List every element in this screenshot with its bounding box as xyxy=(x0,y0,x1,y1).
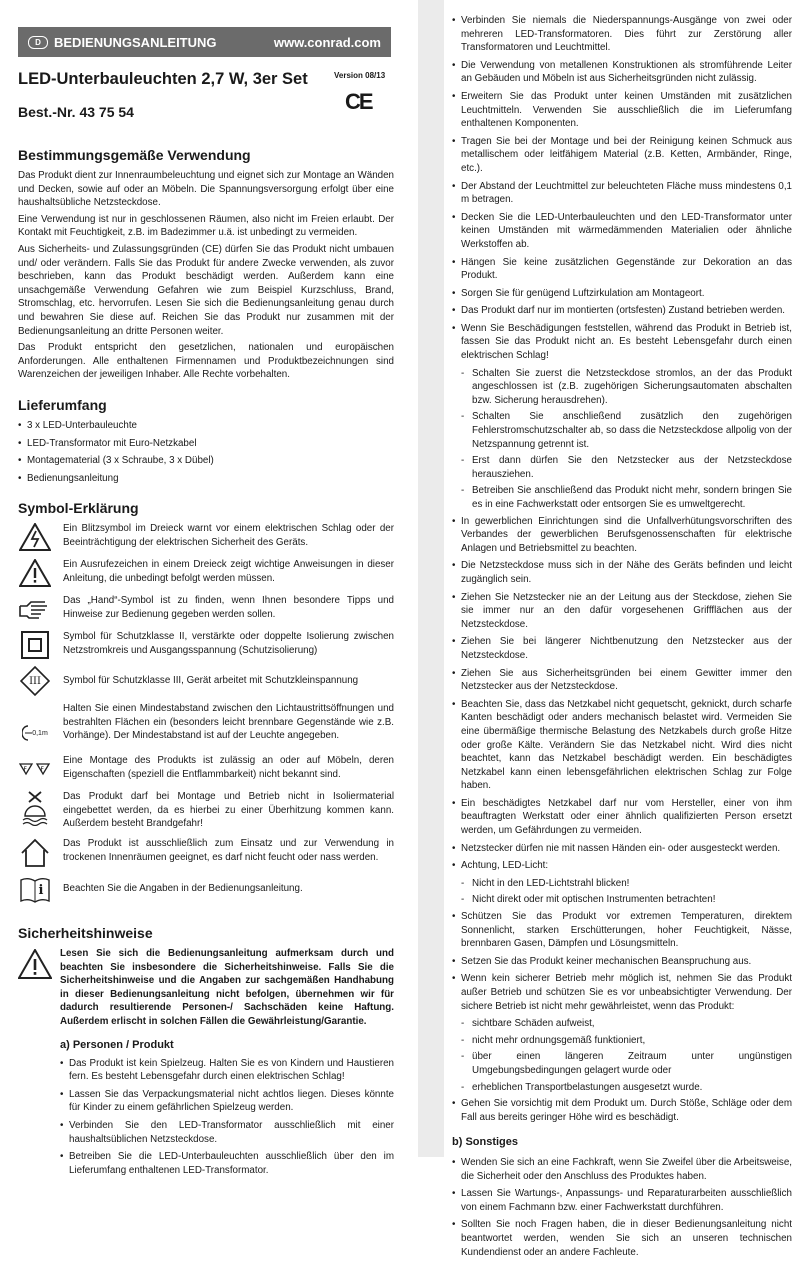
list-item: • Decken Sie die LED-Unterbauleuchten und den LED-Transformator unter keinen Umständen mit wärmedämmenden Materialien oder ähnliche Werkstoffen ab. xyxy=(452,211,792,252)
list-item: • Ziehen Sie bei längerer Nichtbenutzung den Netzstecker aus der Netzsteckdose. xyxy=(452,635,792,662)
safety-intro-body xyxy=(60,947,394,1181)
list-item: - Nicht in den LED-Lichtstrahl blicken! xyxy=(452,877,792,891)
list-item: • Verbinden Sie den LED-Transformator ausschließlich mit einer haushaltsüblichen Netzsteckdose. xyxy=(60,1119,394,1146)
list-item: • Beachten Sie, dass das Netzkabel nicht gequetscht, geknickt, durch scharfe Kanten beschädigt oder anders mechanisch belastet wird. Vermeiden Sie eine übermäßige thermische Belastung des Netzkabels durch große Hitze oder große Kälte. Verändern Sie das Netzkabel nicht. Wird dies nicht beachtet, kann das Netzkabel beschädigt werden. Ein beschädigtes Netzkabel kann einen lebensgefährlichen elektrischen Schlag zur Folge haben. xyxy=(452,698,792,793)
protection-class-2-icon xyxy=(18,630,52,660)
usage-heading: Bestimmungsgemäße Verwendung xyxy=(18,147,251,163)
symbol-row xyxy=(18,558,394,588)
symbol-text: Ein Blitzsymbol im Dreieck warnt vor einem elektrischen Schlag oder der Beeinträchtigung der elektrischen Sicherheit des Geräts. xyxy=(63,523,394,548)
symbol-text: Symbol für Schutzklasse III, Gerät arbeitet mit Schutzkleinspannung xyxy=(63,675,359,687)
list-item: • Hängen Sie keine zusätzlichen Gegenstände zur Dekoration an das Produkt. xyxy=(452,256,792,283)
list-item: • Erweitern Sie das Produkt unter keinen Umständen mit zusätzlichen Leuchtmitteln. Verwenden Sie ausschließlich die im Lieferumfang enthaltenen Komponenten. xyxy=(452,90,792,131)
right-column xyxy=(452,14,792,1263)
list-item: - erheblichen Transportbelastungen ausgesetzt wurde. xyxy=(452,1081,792,1095)
list-item: • Das Produkt ist kein Spielzeug. Halten Sie es von Kindern und Haustieren fern. Es besteht Lebensgefahr durch einen elektrischen Schlag! xyxy=(60,1057,394,1084)
safety-list-left xyxy=(60,1057,394,1178)
list-item: • Die Verwendung von metallenen Konstruktionen als stromführende Leiter an Gebäuden und Möbeln ist aus Sicherheitsgründen nicht zulässig. xyxy=(452,59,792,86)
ce-mark: CE xyxy=(345,89,372,114)
usage-paragraph: Das Produkt dient zur Innenraumbeleuchtung und eignet sich zur Montage an Wänden und Decken, sowie auf oder an Möbeln. Die Spannungsversorgung erfolgt über eine haushaltsübliche Netzsteckdose. xyxy=(18,170,394,209)
symbol-row xyxy=(18,522,394,552)
safety-intro xyxy=(18,947,394,1181)
list-item: - Schalten Sie anschließend zusätzlich den zugehörigen Fehlerstromschutzschalter ab, so dass die Netzsteckdose allpolig von der Netzspannung getrennt ist. xyxy=(452,410,792,451)
article-number: Best.-Nr. 43 75 54 xyxy=(18,104,134,120)
list-item: • Gehen Sie vorsichtig mit dem Produkt um. Durch Stöße, Schläge oder dem Fall aus bereits geringer Höhe wird es beschädigt. xyxy=(452,1097,792,1124)
symbol-row xyxy=(18,875,394,905)
version-label: Version 08/13 xyxy=(334,71,386,80)
list-item: • Betreiben Sie die LED-Unterbauleuchten ausschließlich über den im Lieferumfang enthaltenen LED-Transformator. xyxy=(60,1150,394,1177)
list-item: • Achtung, LED-Licht: xyxy=(452,859,792,873)
safety-list-right xyxy=(452,14,792,1124)
list-item: - Betreiben Sie anschließend das Produkt nicht mehr, sondern bringen Sie es in eine Fachwerkstatt oder entsorgen Sie es umweltgerecht. xyxy=(452,484,792,511)
symbol-row xyxy=(18,837,394,869)
list-item: - Nicht direkt oder mit optischen Instrumenten betrachten! xyxy=(452,893,792,907)
header-url: www.conrad.com xyxy=(273,34,381,50)
no-insulation-icon xyxy=(18,790,52,826)
exclamation-triangle-icon xyxy=(18,558,52,588)
list-item: • Verbinden Sie niemals die Niederspannungs-Ausgänge von zwei oder mehreren LED-Transformatoren. Dies führt zur Zerstörung aller Transformatoren und Leuchtmittel. xyxy=(452,14,792,55)
distance-label: 0,1m xyxy=(32,729,48,737)
symbol-text: Eine Montage des Produkts ist zulässig an oder auf Möbeln, deren Eigenschaften (speziell die Entflammbarkeit) nicht bekannt sind. xyxy=(63,755,394,780)
list-item: • 3 x LED-Unterbauleuchte xyxy=(18,419,394,433)
symbol-row xyxy=(18,594,394,624)
list-item: • Ziehen Sie Netzstecker nie an der Leitung aus der Steckdose, ziehen Sie sie immer nur an den dafür vorgesehenen Griffflächen aus der Netzsteckdose. xyxy=(452,591,792,632)
symbol-row xyxy=(18,666,394,696)
list-item: • Sorgen Sie für genügend Luftzirkulation am Montageort. xyxy=(452,287,792,301)
list-item: • Der Abstand der Leuchtmittel zur beleuchteten Fläche muss mindestens 0,1 m betragen. xyxy=(452,180,792,207)
class3-label: III xyxy=(29,675,41,687)
list-item: • Sollten Sie noch Fragen haben, die in dieser Bedienungsanleitung nicht beantwortet werden, wenden Sie sich an unseren technischen Kundendienst oder an andere Fachleute. xyxy=(452,1218,792,1259)
list-item: • Tragen Sie bei der Montage und bei der Reinigung keinen Schmuck aus metallischem oder leitfähigem Material (z.B. Ketten, Armbänder, Ringe, etc.). xyxy=(452,135,792,176)
conrad-logo xyxy=(28,35,217,50)
left-column xyxy=(18,70,394,1181)
symbol-row xyxy=(18,702,394,748)
house-icon xyxy=(18,837,52,869)
header-bar xyxy=(18,27,391,57)
scope-heading: Lieferumfang xyxy=(18,396,107,413)
symbol-text: Das Produkt ist ausschließlich zum Einsatz und zur Verwendung in trockenen Innenräumen geeignet, es darf nicht feucht oder nass werden. xyxy=(63,838,394,863)
lightning-triangle-icon xyxy=(18,522,52,552)
usage-paragraph: Das Produkt entspricht den gesetzlichen, nationalen und europäischen Anforderungen. Alle enthaltenen Firmennamen und Produktbezeichnungen sind Warenzeichen der jeweiligen Inhaber. Alle Rechte vorbehalten. xyxy=(18,342,394,381)
symbol-text: Beachten Sie die Angaben in der Bedienungsanleitung. xyxy=(63,883,303,895)
manual-info-icon xyxy=(18,875,52,905)
gray-strip xyxy=(418,0,444,1157)
list-item: • In gewerblichen Einrichtungen sind die Unfallverhütungsvorschriften des Verbandes der gewerblichen Berufsgenossenschaften für elektrische Anlagen und Betriebsmittel zu beachten. xyxy=(452,515,792,556)
list-item: - Erst dann dürfen Sie den Netzstecker aus der Netzsteckdose herausziehen. xyxy=(452,454,792,481)
list-item: - über einen längeren Zeitraum unter ungünstigen Umgebungsbedingungen gelagert wurde oder xyxy=(452,1050,792,1077)
list-item: • Ziehen Sie aus Sicherheitsgründen bei einem Gewitter immer den Netzstecker aus der Netzsteckdose. xyxy=(452,667,792,694)
list-item: • Das Produkt darf nur im montierten (ortsfesten) Zustand betrieben werden. xyxy=(452,304,792,318)
list-item: • Schützen Sie das Produkt vor extremen Temperaturen, direktem Sonnenlicht, starken Erschütterungen, hoher Feuchtigkeit, Nässe, brennbaren Gasen, Dämpfen und Lösungsmitteln. xyxy=(452,910,792,951)
usage-paragraph: Aus Sicherheits- und Zulassungsgründen (CE) dürfen Sie das Produkt nicht umbauen und/ oder verändern. Falls Sie das Produkt für andere Zwecke verwenden, als zuvor beschrieben, kann das Produkt beschädigt werden. Außerdem kann eine unsachgemäße Verwendung Gefahren wie zum Beispiel Kurzschluss, Brand, Stromschlag, etc. hervorrufen. Lesen Sie sich die Bedienungsanleitung genau durch und bewahren Sie diese auf. Reichen Sie das Produkt nur zusammen mit der Bedienungsanleitung an dritte Personen weiter. xyxy=(18,243,394,337)
list-item: • Wenden Sie sich an eine Fachkraft, wenn Sie Zweifel über die Arbeitsweise, die Sicherheit oder den Anschluss des Produktes haben. xyxy=(452,1156,792,1183)
safety-intro-text: Lesen Sie sich die Bedienungsanleitung aufmerksam durch und beachten Sie insbesondere die Sicherheitshinweise. Falls Sie die Sicherheitshinweise und die Angaben zur sachgemäßen Handhabung in dieser Bedienungsanleitung nicht befolgen, übernehmen wir für dadurch resultierende Personen-/ Sachschäden keine Haftung. Außerdem erlischt in solchen Fällen die Gewährleistung/Garantie. xyxy=(60,948,394,1028)
hand-icon xyxy=(18,594,52,624)
page-title: LED-Unterbauleuchten 2,7 W, 3er Set xyxy=(18,70,308,88)
symbol-row xyxy=(18,790,394,831)
list-item: • Netzstecker dürfen nie mit nassen Händen ein- oder ausgesteckt werden. xyxy=(452,842,792,856)
list-item: • Die Netzsteckdose muss sich in der Nähe des Geräts befinden und leicht zugänglich sein. xyxy=(452,559,792,586)
safety-heading: Sicherheitshinweise xyxy=(18,925,153,942)
symbol-row xyxy=(18,754,394,784)
list-item: • Wenn kein sicherer Betrieb mehr möglich ist, nehmen Sie das Produkt außer Betrieb und schützen Sie es vor unbeabsichtigter Verwendung. Der sichere Betrieb ist nicht mehr gewährleistet, wenn das Produkt: xyxy=(452,972,792,1013)
list-item: • Wenn Sie Beschädigungen feststellen, während das Produkt in Betrieb ist, fassen Sie das Produkt nicht an. Es besteht Lebensgefahr durch einen elektrischen Schlag! xyxy=(452,322,792,363)
scope-list xyxy=(18,419,394,485)
symbol-text: Halten Sie einen Mindestabstand zwischen den Lichtaustrittsöffnungen und bestrahlten Flächen ein (besonders leicht brennbare Gegenstände wie z.B. Vorhänge). Der Mindestabstand ist auf der Leuchte angegeben. xyxy=(63,703,394,742)
list-item: • Lassen Sie das Verpackungsmaterial nicht achtlos liegen. Dieses könnte für Kinder zu einem gefährlichen Spielzeug werden. xyxy=(60,1088,394,1115)
brand-logo-icon: D xyxy=(28,36,48,49)
title-block xyxy=(18,70,394,120)
list-item: • Ein beschädigtes Netzkabel darf nur vom Hersteller, einer von ihm beauftragten Werkstatt oder einer ähnlich qualifizierten Person ersetzt werden, um Gefährdungen zu vermeiden. xyxy=(452,797,792,838)
list-item: • Setzen Sie das Produkt keiner mechanischen Beanspruchung aus. xyxy=(452,955,792,969)
symbol-text: Das Produkt darf bei Montage und Betrieb nicht in Isoliermaterial eingebettet werden, da es hierbei zu einer Überhitzung kommen kann. Außerdem besteht Brandgefahr! xyxy=(63,791,394,830)
list-item: • Bedienungsanleitung xyxy=(18,472,394,486)
list-item: • LED-Transformator mit Euro-Netzkabel xyxy=(18,437,394,451)
furniture-mount-icon xyxy=(18,754,52,784)
list-item: - nicht mehr ordnungsgemäß funktioniert, xyxy=(452,1034,792,1048)
section-b-heading: b) Sonstiges xyxy=(452,1136,519,1149)
list-item: - sichtbare Schäden aufweist, xyxy=(452,1017,792,1031)
other-list xyxy=(452,1156,792,1259)
symbols-heading: Symbol-Erklärung xyxy=(18,500,139,517)
exclamation-triangle-icon xyxy=(18,947,54,1181)
svg-text:F: F xyxy=(23,766,27,774)
section-a-heading: a) Personen / Produkt xyxy=(60,1038,174,1051)
list-item: • Montagematerial (3 x Schraube, 3 x Dübel) xyxy=(18,454,394,468)
symbol-text: Das „Hand“-Symbol ist zu finden, wenn Ihnen besondere Tipps und Hinweise zur Bedienung gegeben werden sollen. xyxy=(63,595,394,620)
distance-icon xyxy=(18,702,52,748)
header-brand: BEDIENUNGSANLEITUNG xyxy=(54,34,217,50)
info-label: i xyxy=(38,882,44,898)
usage-body xyxy=(18,169,394,382)
symbol-row xyxy=(18,630,394,660)
svg-text:F: F xyxy=(40,766,44,774)
symbol-text: Ein Ausrufezeichen in einem Dreieck zeigt wichtige Anweisungen in dieser Anleitung, die unbedingt befolgt werden müssen. xyxy=(63,559,394,584)
protection-class-3-icon xyxy=(18,666,52,696)
usage-paragraph: Eine Verwendung ist nur in geschlossenen Räumen, also nicht im Freien erlaubt. Der Kontakt mit Feuchtigkeit, z.B. im Badezimmer u.ä. ist unbedingt zu vermeiden. xyxy=(18,213,394,239)
symbol-text: Symbol für Schutzklasse II, verstärkte oder doppelte Isolierung zwischen Netzstromkreis und Ausgangsspannung (Schutzisolierung) xyxy=(63,631,394,656)
symbols-list xyxy=(18,522,394,905)
list-item: • Lassen Sie Wartungs-, Anpassungs- und Reparaturarbeiten ausschließlich von einem Fachmann bzw. einer Fachwerkstatt durchführen. xyxy=(452,1187,792,1214)
list-item: - Schalten Sie zuerst die Netzsteckdose stromlos, an der das Produkt angeschlossen ist (z.B. zugehörigen Sicherungsautomaten abschalten bzw. Sicherung herausdrehen). xyxy=(452,367,792,408)
